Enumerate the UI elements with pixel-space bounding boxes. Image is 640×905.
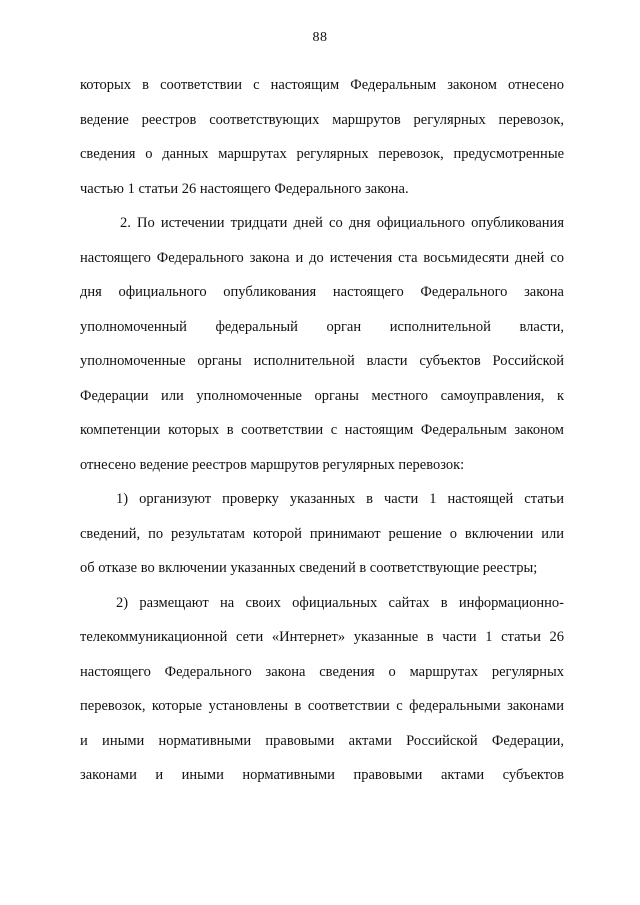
paragraph-2-line-6: Федерации или уполномоченные органы местного самоуправления, к	[80, 387, 564, 404]
paragraph-1-line-3: сведения о данных маршрутах регулярных перевозок, предусмотренные	[80, 146, 564, 162]
paragraph-3-line-3: об отказе во включении указанных сведений в соответствующие реестры;	[80, 560, 538, 576]
paragraph-1-line-1: которых в соответствии с настоящим Федеральным законом отнесено	[80, 77, 564, 93]
paragraph-2-line-4: уполномоченный федеральный орган исполнительной власти,	[80, 318, 564, 335]
paragraph-4-line-1: 2) размещают на своих официальных сайтах в информационно-	[116, 594, 564, 611]
paragraph-3-line-1: 1) организуют проверку указанных в части 1 настоящей статьи	[116, 491, 564, 507]
page-number: 88	[312, 30, 328, 45]
paragraph-4-line-4: перевозок, которые установлены в соответствии с федеральными законами	[80, 698, 564, 714]
paragraph-4-line-3: настоящего Федерального закона сведения о маршрутах регулярных	[80, 663, 564, 680]
paragraph-2-line-2: настоящего Федерального закона и до истечения ста восьмидесяти дней со	[80, 249, 564, 266]
paragraph-2-line-3: дня официального опубликования настоящего Федерального закона	[80, 284, 564, 300]
paragraph-3-line-2: сведений, по результатам которой принимают решение о включении или	[80, 525, 564, 542]
document-body	[80, 68, 564, 793]
paragraph-4-line-6: законами и иными нормативными правовыми актами субъектов	[80, 767, 564, 783]
paragraph-2-line-8: отнесено ведение реестров маршрутов регулярных перевозок:	[80, 456, 465, 473]
paragraph-1-line-4: частью 1 статьи 26 настоящего Федерального закона.	[80, 180, 409, 197]
paragraph-4-line-5: и иными нормативными правовыми актами Российской Федерации,	[80, 732, 564, 749]
paragraph-2-line-7: компетенции которых в соответствии с настоящим Федеральным законом	[80, 422, 564, 438]
paragraph-2-line-5: уполномоченные органы исполнительной власти субъектов Российской	[80, 353, 564, 369]
paragraph-2-line-1: 2. По истечении тридцати дней со дня официального опубликования	[120, 215, 564, 231]
paragraph-4-line-2: телекоммуникационной сети «Интернет» указанные в части 1 статьи 26	[80, 629, 564, 645]
paragraph-1-line-2: ведение реестров соответствующих маршрутов регулярных перевозок,	[80, 111, 564, 128]
